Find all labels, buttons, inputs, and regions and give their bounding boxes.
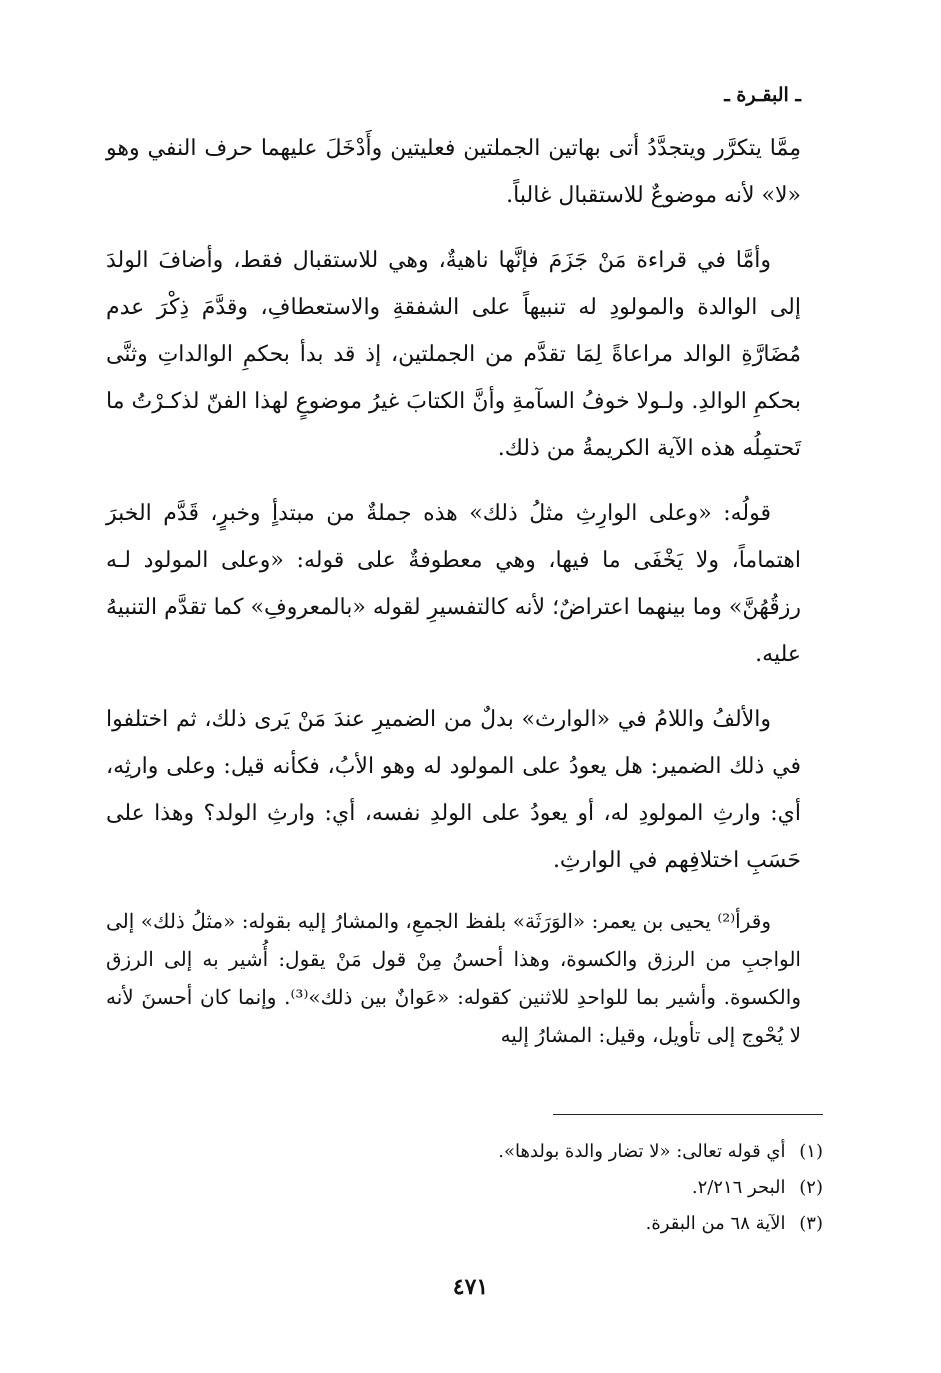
footnote-number: (٢) [799, 1177, 823, 1198]
footnote-text: الآية ٦٨ من البقرة. [645, 1213, 786, 1234]
footnote [123, 1170, 823, 1206]
footnote-text: البحر ٢/٢١٦. [691, 1177, 786, 1198]
paragraph: قولُه: «وعلى الوارِثِ مثلُ ذلك» هذه جملةٌ من مبتدأٍ وخبرٍ، قَدَّم الخبرَ اهتماماً، ولا يَخْفَى ما فيها، وهي معطوفةٌ على قوله: «وعلى المولود لـه رزقُهُنَّ» وما بينهما اعتراضٌ؛ لأنه كالتفسيرِ لقوله «بالمعروفِ» كما تقدَّم التنبيهُ عليه. [106, 501, 801, 667]
paragraph: وقرأ⁽²⁾ يحيى بن يعمر: «الوَرَثَة» بلفظ الجمعِ، والمشارُ إليه بقوله: «مثلُ ذلك» إلى الواجبِ من الرزق والكسوة، وهذا أحسنُ مِنْ قول مَنْ يقول: أُشير به إلى الرزق والكسوة. وأشير بما للواحدِ للاثنين كقوله: «عَوانٌ بين ذلك»⁽³⁾. وإنما كان أحسنَ لأنه لا يُحْوج إلى تأويل، وقيل: المشارُ إليه [106, 909, 801, 1047]
footnote [123, 1134, 823, 1170]
paragraph: وأمَّا في قراءة مَنْ جَزَمَ فإنَّها ناهيةٌ، وهي للاستقبال فقط، وأضافَ الولدَ إلى الوالدة والمولودِ له تنبيهاً على الشفقةِ والاستعطافِ، وقدَّمَ ذِكْرَ عدم مُضَارَّةِ الوالد مراعاةً لِمَا تقدَّم من الجملتين، إذ قد بدأ بحكمِ الوالداتِ وثنَّى بحكمِ الوالدِ. ولـولا خوفُ السآمةِ وأنَّ الكتابَ غيرُ موضوعٍ لهذا الفنّ لذكـرْتُ ما تَحتمِلُه هذه الآية الكريمةُ من ذلك. [106, 248, 801, 461]
paragraph: والألفُ واللامُ في «الوارث» بدلٌ من الضميرِ عندَ مَنْ يَرى ذلك، ثم اختلفوا في ذلك الضمير: هل يعودُ على المولود له وهو الأبُ، فكأنه قيل: وعلى وارثِه، أي: وارثِ المولودِ له، أو يعودُ على الولدِ نفسه، أي: وارثِ الولد؟ وهذا على حَسَبِ اختلافِهم في الوارثِ. [106, 707, 801, 873]
footnote-text: أي قوله تعالى: «لا تضار والدة بولدها». [498, 1141, 786, 1162]
footnotes-list [123, 1134, 823, 1242]
running-header: ـ البقـرة ـ [724, 84, 801, 106]
footnote-number: (٣) [799, 1213, 823, 1234]
page-number: ٤٧١ [452, 1274, 489, 1300]
paragraph: مِمَّا يتكرَّر ويتجدَّدُ أتى بهاتين الجملتين فعليتين وأَدْخَلَ عليهما حرف النفي وهو «لا» لأنه موضوعٌ للاستقبال غالباً. [106, 136, 801, 208]
body-text [106, 125, 801, 1072]
footnote-divider [553, 1114, 823, 1115]
footnote-number: (١) [799, 1141, 823, 1162]
footnote [123, 1206, 823, 1242]
